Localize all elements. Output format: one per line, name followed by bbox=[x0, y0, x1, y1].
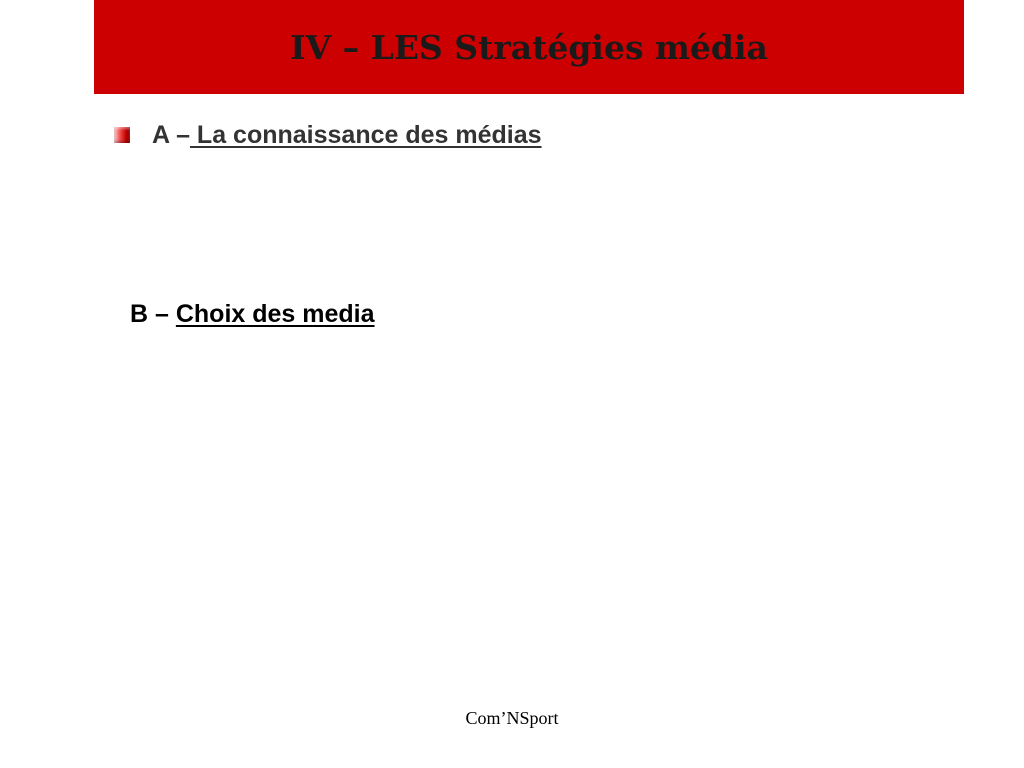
item-a-prefix: A – bbox=[152, 121, 190, 149]
square-bullet-icon bbox=[114, 127, 130, 143]
title-banner bbox=[94, 0, 964, 94]
item-a-link[interactable]: La connaissance des médias bbox=[189, 121, 542, 149]
item-a-text bbox=[152, 119, 542, 151]
item-b-text bbox=[130, 298, 375, 330]
list-item-b bbox=[130, 297, 375, 331]
footer-text: Com’NSport bbox=[465, 708, 559, 728]
item-b-prefix: B – bbox=[130, 300, 176, 328]
item-b-link[interactable]: Choix des media bbox=[175, 300, 375, 328]
list-item-a bbox=[114, 118, 542, 152]
slide-title: IV – LES Stratégies média bbox=[290, 28, 768, 67]
